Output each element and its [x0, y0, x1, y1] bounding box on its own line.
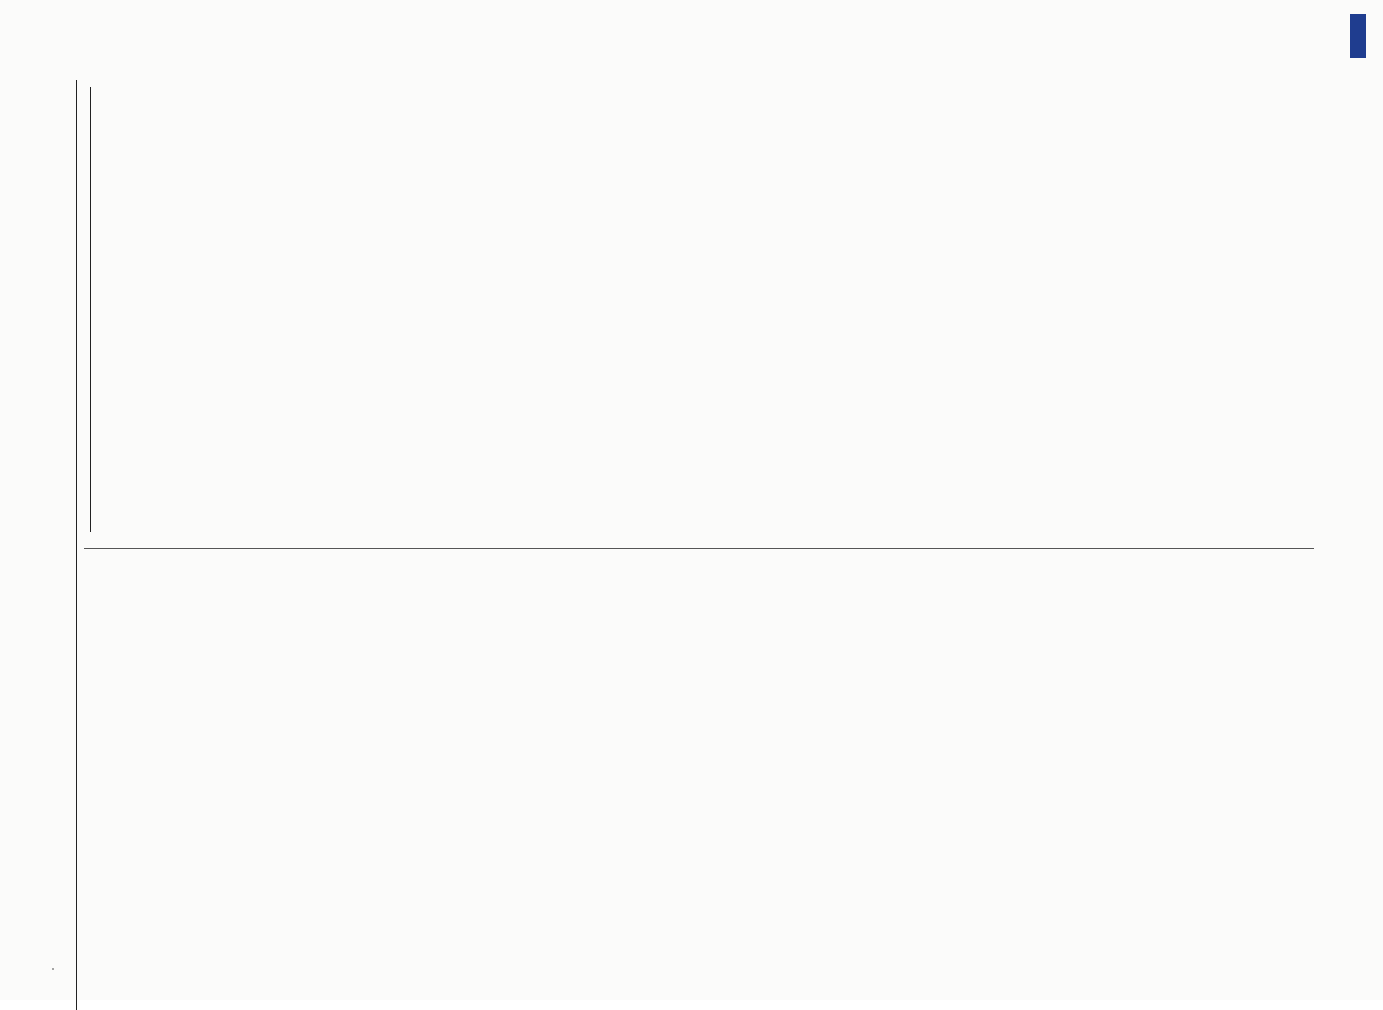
table-total-row [91, 87, 92, 532]
left-column [84, 565, 90, 1010]
scan-speck [52, 968, 54, 970]
right-column [84, 87, 91, 532]
column-divider [84, 548, 1314, 549]
cost-table [90, 87, 91, 532]
total-amount [91, 235, 92, 383]
document-page [48, 80, 1338, 1010]
header-middle [48, 80, 65, 1010]
total-unit [91, 87, 92, 235]
page-header [48, 80, 77, 1010]
total-label [91, 384, 92, 532]
digitization-sidebar [1340, 10, 1380, 1000]
digitization-credit [1351, 70, 1367, 1000]
dfg-logo [1350, 14, 1366, 58]
